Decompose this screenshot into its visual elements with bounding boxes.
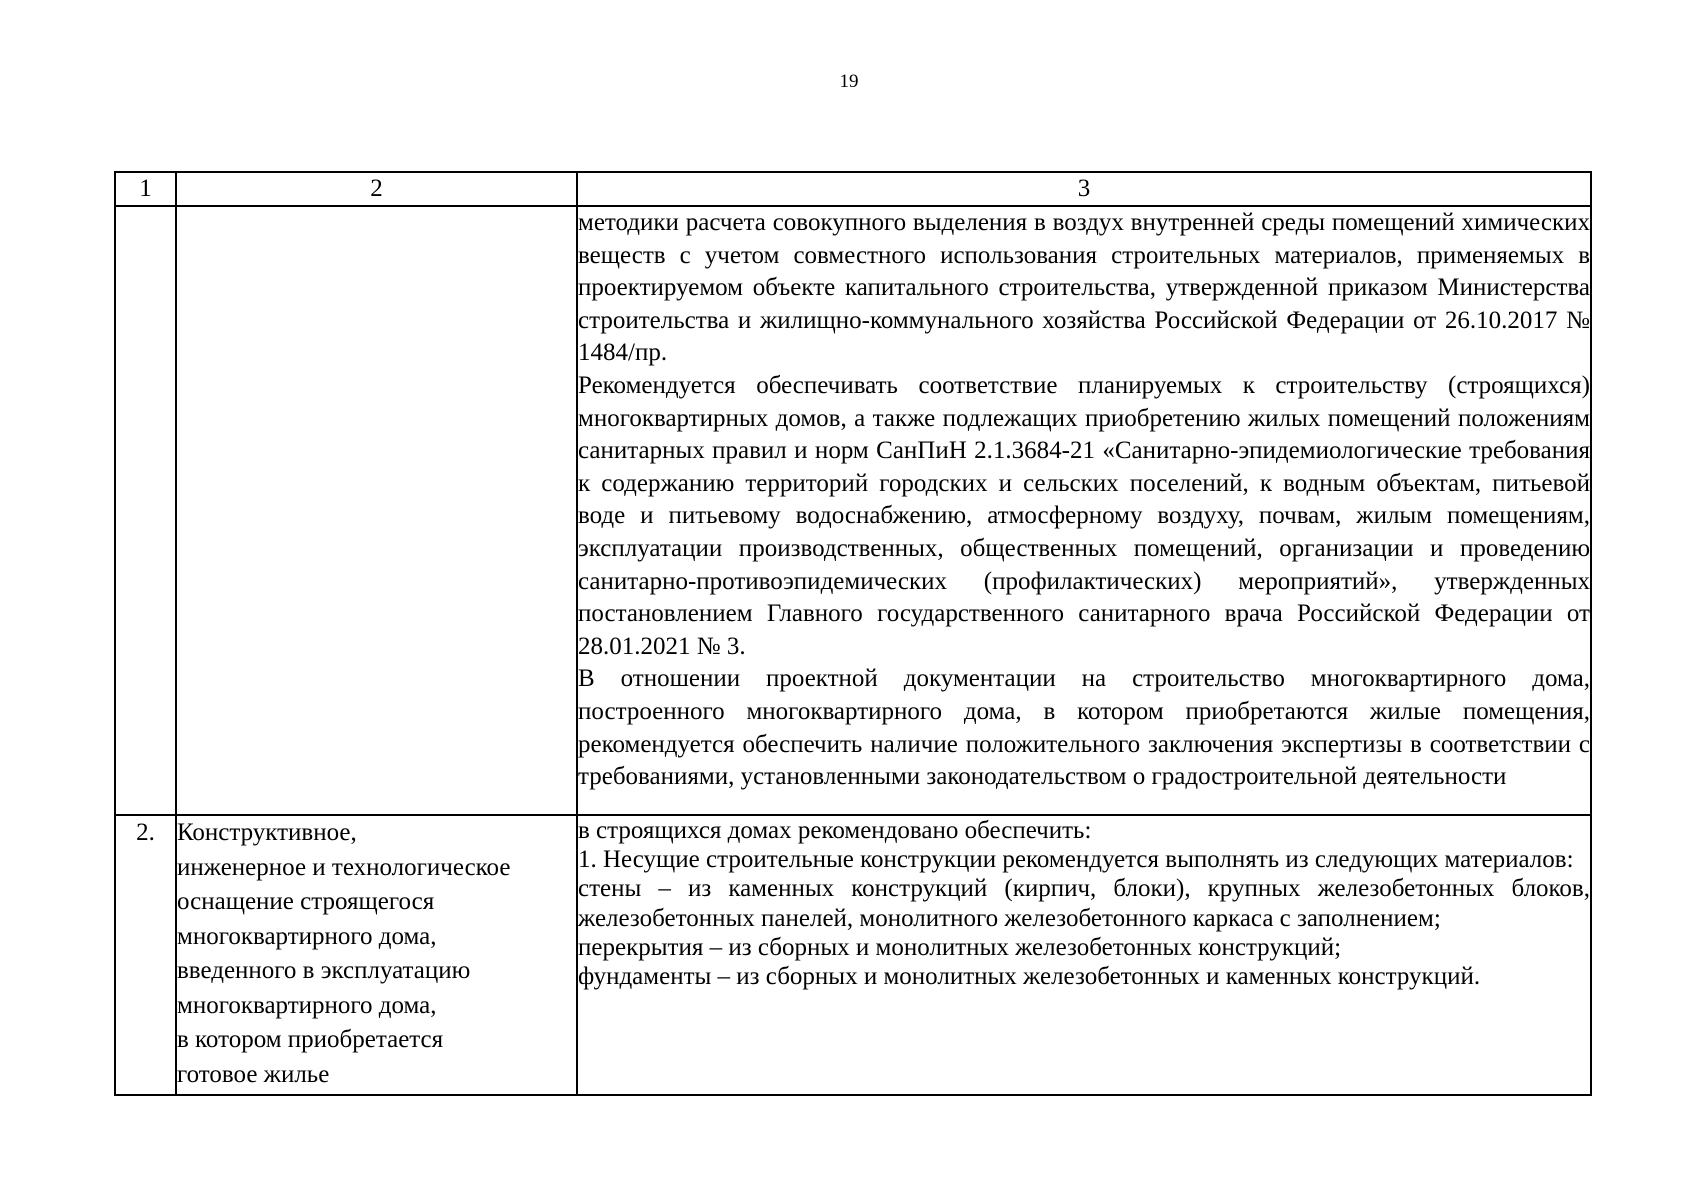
row-title-line: оснащение строящегося	[177, 888, 435, 915]
header-cell-1: 1	[115, 172, 176, 206]
paragraph: фундаменты – из сборных и монолитных железобетонных и каменных конструкций.	[578, 963, 1481, 991]
paragraph: в строящихся домах рекомендовано обеспечить:	[578, 817, 1092, 844]
row-title-line: Конструктивное,	[177, 819, 357, 846]
paragraph: перекрытия – из сборных и монолитных железобетонных конструкций;	[578, 933, 1342, 961]
row-title-line: многоквартирного дома,	[177, 991, 437, 1019]
row-title-line: многоквартирного дома,	[177, 922, 437, 950]
row-title	[176, 815, 577, 1095]
paragraph: Рекомендуется обеспечивать соответствие планируемых к строительству (строящихся) многоквартирных домов, а также подлежащих приобретению жилых помещений положениям санитарных правил и норм СанПиН 2.1.3684-21 «Санитарно-эпидемиологические требования к содержанию территорий городских и сельских поселений, к водным объектам, питьевой воде и питьевому водоснабжению, атмосферному воздуху, почвам, жилым помещениям, эксплуатации производственных, общественных помещений, организации и проведению санитарно-противоэпидемических (профилактических) мероприятий», утвержденных постановлением Главного государственного санитарного врача Российской Федерации от 28.01.2021 № 3.	[578, 371, 1590, 660]
paragraph: стены – из каменных конструкций (кирпич, блоки), крупных железобетонных блоков, железобетонных панелей, монолитного железобетонного каркаса с заполнением;	[578, 875, 1590, 932]
row-number	[115, 206, 176, 815]
row-title-line: в котором приобретается	[177, 1026, 444, 1053]
page-number: 19	[839, 71, 859, 92]
paragraph: 1. Несущие строительные конструкции рекомендуется выполнять из следующих материалов:	[578, 846, 1574, 874]
row-title-line: готовое жилье	[177, 1060, 330, 1088]
requirements-table	[114, 171, 1592, 1096]
row-number: 2.	[115, 815, 176, 1095]
table-header-row	[115, 172, 1591, 206]
paragraph: В отношении проектной документации на строительство многоквартирного дома, построенного многоквартирного дома, в котором приобретаются жилые помещения, рекомендуется обеспечить наличие положительного заключения экспертизы в соответствии с требованиями, установленными законодательством о градостроительной деятельности	[578, 665, 1590, 791]
header-cell-3: 3	[577, 172, 1591, 206]
row-title	[176, 206, 577, 815]
table-row	[115, 815, 1591, 1095]
row-title-line: инженерное и технологическое	[177, 853, 511, 881]
row-description	[577, 815, 1591, 1095]
row-title-line: введенного в эксплуатацию	[177, 957, 471, 984]
header-cell-2: 2	[176, 172, 577, 206]
paragraph: методики расчета совокупного выделения в воздух внутренней среды помещений химических веществ с учетом совместного использования строительных материалов, применяемых в проектируемом объекте капитального строительства, утвержденной приказом Министерства строительства и жилищно-коммунального хозяйства Российской Федерации от 26.10.2017 № 1484/пр.	[578, 209, 1590, 367]
row-description	[577, 206, 1591, 815]
table-row	[115, 206, 1591, 815]
